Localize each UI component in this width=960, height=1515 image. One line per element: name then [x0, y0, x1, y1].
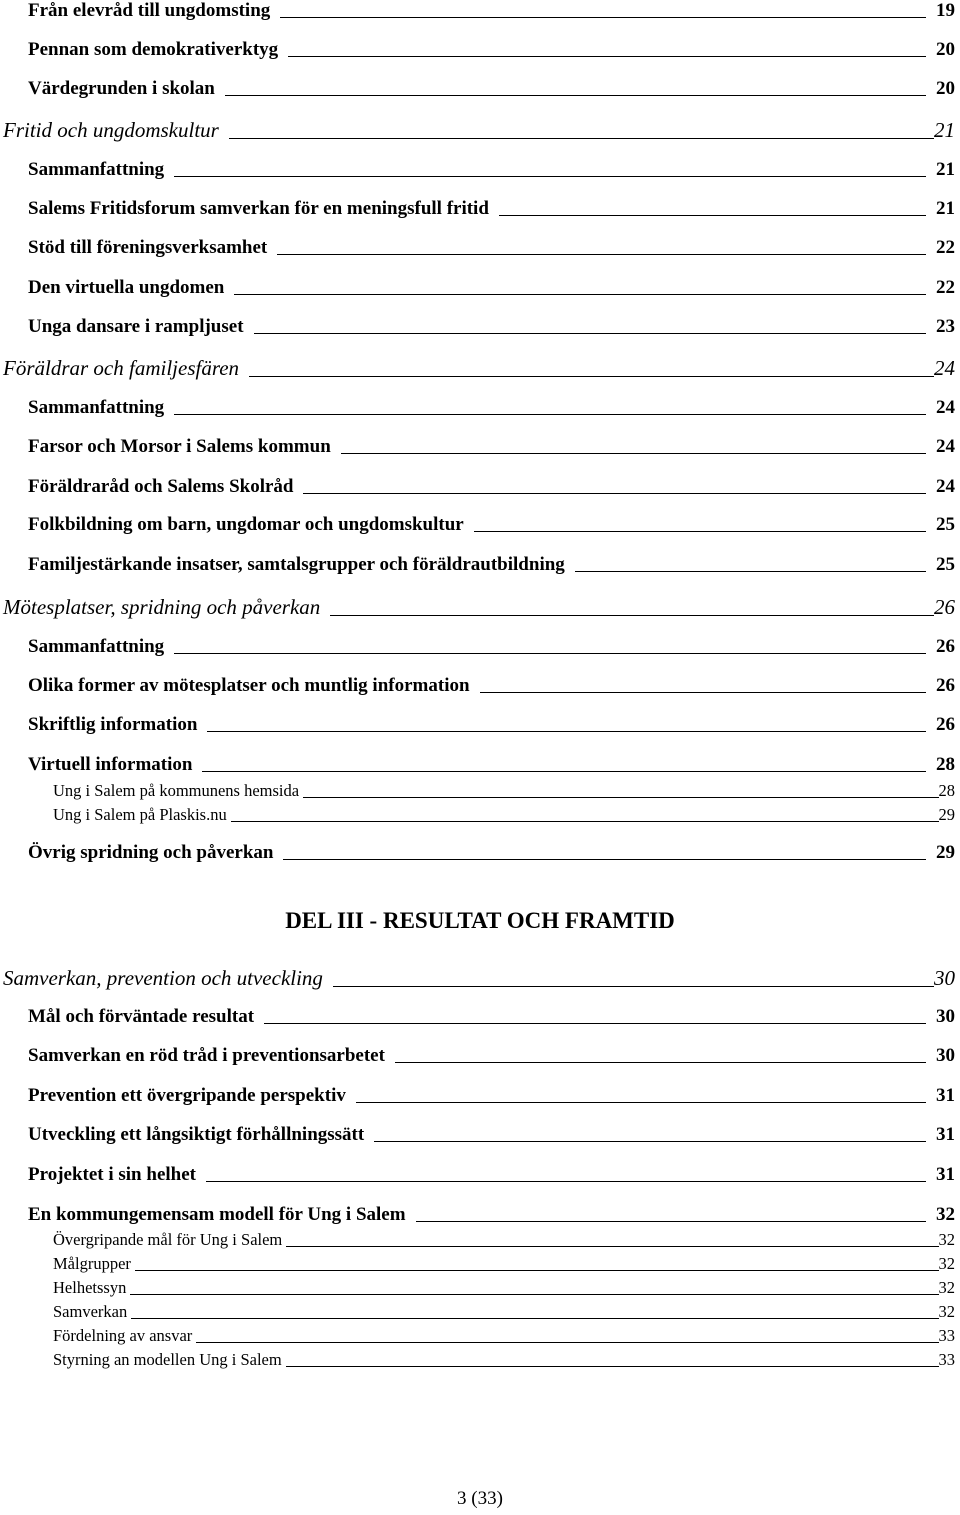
toc-page-number: 31 — [936, 1085, 955, 1106]
toc-entry-title: En kommungemensam modell för Ung i Salem — [28, 1204, 406, 1225]
toc-entry-title: Samverkan, prevention och utveckling — [3, 966, 323, 990]
toc-leader-line — [231, 821, 939, 822]
toc-entry[interactable] — [28, 237, 955, 259]
toc-leader-line — [174, 414, 926, 415]
toc-page-number: 30 — [936, 1045, 955, 1066]
toc-entry-title: Den virtuella ungdomen — [28, 277, 225, 298]
toc-page-number: 32 — [938, 1230, 955, 1249]
toc-entry[interactable] — [3, 595, 955, 620]
toc-entry-title: Folkbildning om barn, ungdomar och ungdomskultur — [28, 514, 464, 535]
toc-entry-title: Mål och förväntade resultat — [28, 1006, 255, 1027]
toc-entry-title: Utveckling ett långsiktigt förhållningssätt — [28, 1124, 365, 1145]
toc-entry-title: Helhetssyn — [53, 1278, 127, 1297]
toc-leader-line — [395, 1062, 926, 1063]
toc-page-number: 33 — [938, 1350, 955, 1369]
toc-entry[interactable] — [28, 714, 955, 736]
toc-leader-line — [234, 294, 926, 295]
toc-leader-line — [286, 1246, 938, 1247]
toc-leader-line — [207, 731, 926, 732]
toc-entry[interactable] — [28, 397, 955, 419]
toc-leader-line — [374, 1141, 926, 1142]
toc-entry-title: Ung i Salem på Plaskis.nu — [53, 805, 227, 824]
toc-page-number: 26 — [936, 636, 955, 657]
toc-entry[interactable] — [28, 1045, 955, 1067]
toc-entry-title: Prevention ett övergripande perspektiv — [28, 1085, 346, 1106]
toc-leader-line — [341, 453, 926, 454]
toc-entry[interactable] — [28, 675, 955, 697]
toc-entry[interactable] — [53, 1254, 955, 1274]
toc-entry-title: Värdegrunden i skolan — [28, 78, 215, 99]
toc-page-number: 32 — [938, 1302, 955, 1321]
toc-leader-line — [174, 176, 926, 177]
toc-entry-title: Ung i Salem på kommunens hemsida — [53, 781, 300, 800]
toc-leader-line — [174, 653, 926, 654]
toc-entry[interactable] — [53, 1350, 955, 1370]
toc-page-number: 28 — [936, 754, 955, 775]
toc-leader-line — [480, 692, 926, 693]
toc-entry-title: Samverkan — [53, 1302, 128, 1321]
toc-entry-title: Projektet i sin helhet — [28, 1164, 196, 1185]
toc-entry[interactable] — [28, 1124, 955, 1146]
toc-page-number: 20 — [936, 78, 955, 99]
toc-page-number: 33 — [938, 1326, 955, 1345]
toc-entry[interactable] — [28, 1204, 955, 1226]
toc-page-number: 32 — [938, 1254, 955, 1273]
toc-leader-line — [277, 254, 926, 255]
toc-page-number: 21 — [934, 118, 955, 142]
toc-page-number: 29 — [936, 842, 955, 863]
toc-entry-title: Målgrupper — [53, 1254, 131, 1273]
toc-entry-title: Farsor och Morsor i Salems kommun — [28, 436, 331, 457]
toc-leader-line — [225, 95, 926, 96]
toc-entry-title: Virtuell information — [28, 754, 193, 775]
toc-entry[interactable] — [28, 514, 955, 536]
toc-entry[interactable] — [53, 781, 955, 801]
toc-entry-title: Sammanfattning — [28, 159, 165, 180]
toc-page-number: 26 — [936, 675, 955, 696]
toc-page-number: 25 — [936, 514, 955, 535]
toc-page-number: 26 — [936, 714, 955, 735]
toc-leader-line — [283, 859, 926, 860]
toc-page-number: 30 — [936, 1006, 955, 1027]
toc-entry[interactable] — [28, 554, 955, 576]
toc-entry-title: Styrning an modellen Ung i Salem — [53, 1350, 282, 1369]
toc-entry[interactable] — [53, 1302, 955, 1322]
toc-entry-title: Stöd till föreningsverksamhet — [28, 237, 268, 258]
toc-entry[interactable] — [28, 1006, 955, 1028]
toc-entry[interactable] — [28, 198, 955, 220]
toc-entry-title: Samverkan en röd tråd i preventionsarbetet — [28, 1045, 385, 1066]
toc-entry[interactable] — [28, 78, 955, 100]
toc-leader-line — [202, 771, 926, 772]
toc-entry[interactable] — [28, 159, 955, 181]
toc-entry-title: Unga dansare i rampljuset — [28, 316, 244, 337]
toc-entry[interactable] — [28, 0, 955, 22]
toc-page-number: 20 — [936, 39, 955, 60]
toc-leader-line — [288, 56, 926, 57]
toc-leader-line — [499, 215, 926, 216]
toc-entry-title: Föräldrar och familjesfären — [3, 356, 240, 380]
toc-leader-line — [286, 1366, 939, 1367]
toc-entry[interactable] — [28, 39, 955, 61]
toc-leader-line — [356, 1102, 926, 1103]
toc-entry[interactable] — [3, 966, 955, 991]
toc-leader-line — [196, 1342, 938, 1343]
toc-entry-title: Övrig spridning och påverkan — [28, 842, 274, 863]
toc-page-number: 22 — [936, 237, 955, 258]
toc-entry-title: Fritid och ungdomskultur — [3, 118, 219, 142]
toc-page-number: 21 — [936, 159, 955, 180]
toc-leader-line — [130, 1294, 938, 1295]
toc-entry[interactable] — [28, 636, 955, 658]
toc-entry-title: Föräldraråd och Salems Skolråd — [28, 476, 294, 497]
toc-leader-line — [474, 531, 926, 532]
toc-entry[interactable] — [53, 1230, 955, 1250]
toc-page-number: 32 — [938, 1278, 955, 1297]
toc-leader-line — [330, 615, 934, 616]
toc-entry-title: Mötesplatser, spridning och påverkan — [3, 595, 321, 619]
toc-page-number: 22 — [936, 277, 955, 298]
toc-page-number: 30 — [934, 966, 955, 990]
toc-page-number: 19 — [936, 0, 955, 21]
toc-entry[interactable] — [28, 476, 955, 498]
toc-entry[interactable] — [28, 754, 955, 776]
toc-leader-line — [131, 1318, 938, 1319]
toc-entry-title: Sammanfattning — [28, 636, 165, 657]
toc-entry[interactable] — [53, 1278, 955, 1298]
toc-entry-title: Pennan som demokrativerktyg — [28, 39, 279, 60]
toc-leader-line — [229, 138, 934, 139]
toc-page-number: 26 — [934, 595, 955, 619]
toc-leader-line — [135, 1270, 939, 1271]
toc-entry[interactable] — [53, 805, 955, 825]
toc-leader-line — [303, 797, 938, 798]
toc-entry[interactable] — [28, 316, 955, 338]
toc-page-number: 24 — [936, 397, 955, 418]
toc-entry[interactable] — [28, 1085, 955, 1107]
toc-page-number: 28 — [938, 781, 955, 800]
toc-page-number: 21 — [936, 198, 955, 219]
toc-entry-title: Salems Fritidsforum samverkan för en meningsfull fritid — [28, 198, 489, 219]
toc-entry-title: Skriftlig information — [28, 714, 198, 735]
toc-leader-line — [575, 571, 926, 572]
toc-page-number: 31 — [936, 1124, 955, 1145]
toc-leader-line — [333, 986, 934, 987]
toc-page-number: 29 — [938, 805, 955, 824]
toc-entry-title: Fördelning av ansvar — [53, 1326, 193, 1345]
toc-page-number: 24 — [936, 476, 955, 497]
toc-entry-title: Från elevråd till ungdomsting — [28, 0, 271, 21]
toc-leader-line — [303, 493, 926, 494]
toc-leader-line — [280, 17, 926, 18]
toc-page-number: 31 — [936, 1164, 955, 1185]
toc-entry-title: Familjestärkande insatser, samtalsgrupper och föräldrautbildning — [28, 554, 565, 575]
toc-leader-line — [254, 333, 926, 334]
toc-leader-line — [264, 1023, 926, 1024]
toc-entry[interactable] — [53, 1326, 955, 1346]
toc-page-number: 23 — [936, 316, 955, 337]
toc-entry-title: Övergripande mål för Ung i Salem — [53, 1230, 283, 1249]
page-number-footer: 3 (33) — [457, 1488, 503, 1509]
toc-entry[interactable] — [28, 842, 955, 864]
toc-page-number: 24 — [936, 436, 955, 457]
toc-entry[interactable] — [3, 118, 955, 143]
section-heading-part3: DEL III - RESULTAT OCH FRAMTID — [285, 908, 675, 933]
toc-entry-title: Sammanfattning — [28, 397, 165, 418]
toc-page-number: 24 — [934, 356, 955, 380]
toc-entry[interactable] — [3, 356, 955, 381]
toc-leader-line — [206, 1181, 926, 1182]
toc-entry[interactable] — [28, 1164, 955, 1186]
toc-leader-line — [249, 376, 934, 377]
toc-leader-line — [416, 1221, 926, 1222]
toc-page-number: 25 — [936, 554, 955, 575]
toc-entry-title: Olika former av mötesplatser och muntlig information — [28, 675, 470, 696]
toc-entry[interactable] — [28, 277, 955, 299]
toc-page-number: 32 — [936, 1204, 955, 1225]
toc-entry[interactable] — [28, 436, 955, 458]
